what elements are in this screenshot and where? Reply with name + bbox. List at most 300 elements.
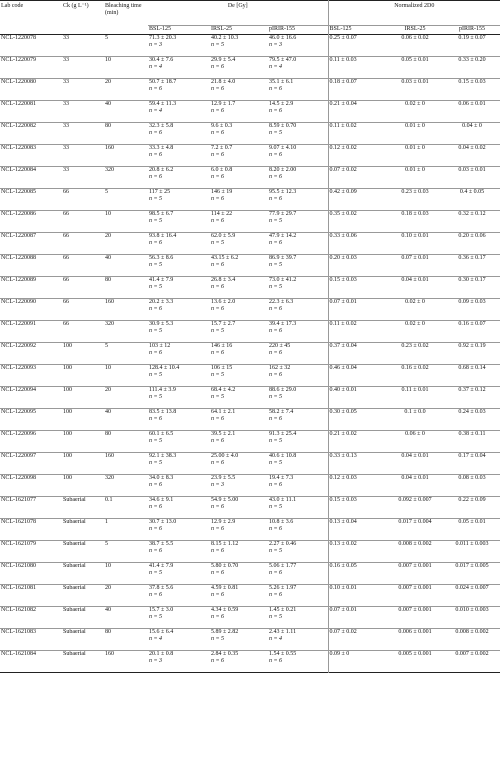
aliquot-count: n = 6 bbox=[211, 86, 225, 92]
de-value: 5.80 ± 0.70 bbox=[211, 563, 239, 569]
aliquot-count: n = 6 bbox=[269, 416, 283, 422]
de-value: 5.06 ± 1.77 bbox=[269, 563, 297, 569]
aliquot-count: n = 5 bbox=[269, 262, 283, 268]
table-row bbox=[0, 497, 500, 519]
de-bsl-cell bbox=[148, 277, 210, 299]
aliquot-count: n = 6 bbox=[269, 592, 283, 598]
header-ck: Ck (g L⁻¹) bbox=[63, 3, 89, 9]
ck-cell: 33 bbox=[63, 57, 69, 63]
norm-pirir-cell: 0.05 ± 0.01 bbox=[458, 519, 486, 525]
de-bsl-cell bbox=[148, 431, 210, 453]
norm-bsl-cell: 0.21 ± 0.04 bbox=[328, 101, 386, 123]
de-value: 40.2 ± 10.3 bbox=[211, 35, 239, 41]
aliquot-count: n = 6 bbox=[269, 196, 283, 202]
de-bsl-cell bbox=[148, 409, 210, 431]
ck-cell: 33 bbox=[63, 123, 69, 129]
norm-irsl-cell: 0.01 ± 0 bbox=[405, 167, 425, 173]
aliquot-count: n = 5 bbox=[269, 460, 283, 466]
ck-cell: 33 bbox=[63, 35, 69, 41]
table-row bbox=[0, 299, 500, 321]
norm-irsl-cell: 0.07 ± 0.01 bbox=[401, 255, 429, 261]
norm-pirir-cell: 0.16 ± 0.07 bbox=[458, 321, 486, 327]
de-value: 95.5 ± 12.3 bbox=[269, 189, 297, 195]
bleaching-time-cell: 320 bbox=[105, 321, 114, 327]
de-irsl-cell bbox=[210, 101, 268, 123]
de-irsl-cell bbox=[210, 365, 268, 387]
de-value: 12.9 ± 2.9 bbox=[211, 519, 236, 525]
aliquot-count: n = 6 bbox=[149, 482, 163, 488]
aliquot-count: n = 5 bbox=[149, 570, 163, 576]
de-pirir-cell bbox=[268, 453, 328, 475]
de-bsl-cell bbox=[148, 123, 210, 145]
table-row bbox=[0, 607, 500, 629]
header-norm-pirir: pIRIR-155 bbox=[459, 26, 486, 32]
de-pirir-cell bbox=[268, 145, 328, 167]
de-value: 88.6 ± 29.0 bbox=[269, 387, 297, 393]
de-pirir-cell bbox=[268, 35, 328, 57]
norm-irsl-cell: 0.01 ± 0 bbox=[405, 123, 425, 129]
bleaching-time-cell: 20 bbox=[105, 387, 111, 393]
aliquot-count: n = 6 bbox=[269, 482, 283, 488]
aliquot-count: n = 4 bbox=[149, 64, 163, 70]
aliquot-count: n = 5 bbox=[269, 130, 283, 136]
aliquot-count: n = 6 bbox=[211, 614, 225, 620]
aliquot-count: n = 6 bbox=[149, 548, 163, 554]
bleaching-time-cell: 5 bbox=[105, 189, 108, 195]
norm-irsl-cell: 0.02 ± 0 bbox=[405, 299, 425, 305]
aliquot-count: n = 6 bbox=[211, 438, 225, 444]
table-row bbox=[0, 321, 500, 343]
norm-irsl-cell: 0.005 ± 0.001 bbox=[398, 651, 432, 657]
bleaching-time-cell: 40 bbox=[105, 101, 111, 107]
aliquot-count: n = 6 bbox=[211, 460, 225, 466]
aliquot-count: n = 6 bbox=[149, 592, 163, 598]
table-row bbox=[0, 167, 500, 189]
table-row bbox=[0, 277, 500, 299]
ck-cell: 100 bbox=[63, 365, 72, 371]
de-pirir-cell bbox=[268, 475, 328, 497]
aliquot-count: n = 6 bbox=[211, 592, 225, 598]
lab-code-cell: NCL-1220083 bbox=[1, 145, 36, 151]
de-bsl-cell bbox=[148, 563, 210, 585]
bleaching-time-cell: 160 bbox=[105, 145, 114, 151]
de-value: 73.0 ± 41.2 bbox=[269, 277, 297, 283]
de-irsl-cell bbox=[210, 233, 268, 255]
de-bsl-cell bbox=[148, 145, 210, 167]
ck-cell: 33 bbox=[63, 101, 69, 107]
table-row bbox=[0, 431, 500, 453]
lab-code-cell: NCL-1621082 bbox=[1, 607, 36, 613]
de-value: 59.4 ± 11.3 bbox=[149, 101, 177, 107]
bleaching-time-cell: 10 bbox=[105, 563, 111, 569]
de-value: 2.84 ± 0.35 bbox=[211, 651, 239, 657]
norm-pirir-cell: 0.4 ± 0.05 bbox=[459, 189, 485, 195]
de-value: 15.7 ± 3.0 bbox=[149, 607, 174, 613]
aliquot-count: n = 6 bbox=[211, 262, 225, 268]
norm-bsl-cell: 0.30 ± 0.05 bbox=[328, 409, 386, 431]
de-pirir-cell bbox=[268, 101, 328, 123]
lab-code-cell: NCL-1220085 bbox=[1, 189, 36, 195]
bleaching-time-cell: 160 bbox=[105, 651, 114, 657]
bleaching-time-cell: 320 bbox=[105, 475, 114, 481]
de-irsl-cell bbox=[210, 563, 268, 585]
norm-bsl-cell: 0.12 ± 0.03 bbox=[328, 475, 386, 497]
norm-irsl-cell: 0.10 ± 0.01 bbox=[401, 233, 429, 239]
ck-cell: 66 bbox=[63, 189, 69, 195]
aliquot-count: n = 6 bbox=[211, 526, 225, 532]
norm-pirir-cell: 0.32 ± 0.12 bbox=[458, 211, 486, 217]
aliquot-count: n = 5 bbox=[269, 218, 283, 224]
aliquot-count: n = 6 bbox=[211, 306, 225, 312]
aliquot-count: n = 6 bbox=[149, 350, 163, 356]
lab-code-cell: NCL-1220081 bbox=[1, 101, 36, 107]
de-value: 60.1 ± 6.5 bbox=[149, 431, 174, 437]
de-value: 1.45 ± 0.21 bbox=[269, 607, 297, 613]
header-de-group: De [Gy] bbox=[148, 1, 328, 26]
aliquot-count: n = 6 bbox=[269, 240, 283, 246]
aliquot-count: n = 5 bbox=[149, 262, 163, 268]
de-value: 5.26 ± 1.97 bbox=[269, 585, 297, 591]
aliquot-count: n = 6 bbox=[211, 548, 225, 554]
aliquot-count: n = 5 bbox=[211, 372, 225, 378]
de-value: 8.20 ± 2.00 bbox=[269, 167, 297, 173]
bleaching-time-cell: 40 bbox=[105, 607, 111, 613]
ck-cell: 100 bbox=[63, 431, 72, 437]
bleaching-time-cell: 5 bbox=[105, 541, 108, 547]
table-row bbox=[0, 651, 500, 673]
bleaching-time-cell: 40 bbox=[105, 255, 111, 261]
table-row bbox=[0, 101, 500, 123]
norm-irsl-cell: 0.007 ± 0.001 bbox=[398, 585, 432, 591]
norm-irsl-cell: 0.007 ± 0.001 bbox=[398, 563, 432, 569]
de-value: 12.9 ± 1.7 bbox=[211, 101, 236, 107]
de-irsl-cell bbox=[210, 497, 268, 519]
norm-irsl-cell: 0.006 ± 0.001 bbox=[398, 629, 432, 635]
header-normalized-group: Normalized 2D0 bbox=[328, 1, 500, 26]
de-value: 43.15 ± 6.2 bbox=[211, 255, 239, 261]
de-value: 35.1 ± 6.1 bbox=[269, 79, 294, 85]
aliquot-count: n = 5 bbox=[211, 42, 225, 48]
norm-bsl-cell: 0.11 ± 0.02 bbox=[328, 123, 386, 145]
ck-cell: 66 bbox=[63, 277, 69, 283]
de-irsl-cell bbox=[210, 167, 268, 189]
norm-pirir-cell: 0.04 ± 0 bbox=[462, 123, 482, 129]
de-value: 7.2 ± 0.7 bbox=[211, 145, 233, 151]
aliquot-count: n = 6 bbox=[149, 152, 163, 158]
de-pirir-cell bbox=[268, 277, 328, 299]
lab-code-cell: NCL-1621081 bbox=[1, 585, 36, 591]
aliquot-count: n = 3 bbox=[149, 42, 163, 48]
norm-pirir-cell: 0.011 ± 0.003 bbox=[455, 541, 489, 547]
aliquot-count: n = 6 bbox=[269, 174, 283, 180]
de-value: 114 ± 22 bbox=[211, 211, 233, 217]
norm-pirir-cell: 0.37 ± 0.12 bbox=[458, 387, 486, 393]
header-de-irsl: IRSL-25 bbox=[211, 26, 232, 32]
norm-bsl-cell: 0.33 ± 0.06 bbox=[328, 233, 386, 255]
aliquot-count: n = 5 bbox=[149, 614, 163, 620]
norm-bsl-cell: 0.42 ± 0.09 bbox=[328, 189, 386, 211]
de-value: 92.1 ± 38.3 bbox=[149, 453, 177, 459]
norm-pirir-cell: 0.38 ± 0.11 bbox=[458, 431, 486, 437]
norm-bsl-cell: 0.37 ± 0.04 bbox=[328, 343, 386, 365]
norm-pirir-cell: 0.06 ± 0.01 bbox=[458, 101, 486, 107]
de-irsl-cell bbox=[210, 123, 268, 145]
aliquot-count: n = 5 bbox=[211, 240, 225, 246]
de-value: 25.00 ± 4.0 bbox=[211, 453, 239, 459]
aliquot-count: n = 6 bbox=[269, 526, 283, 532]
aliquot-count: n = 5 bbox=[149, 372, 163, 378]
norm-irsl-cell: 0.04 ± 0.01 bbox=[401, 475, 429, 481]
de-pirir-cell bbox=[268, 321, 328, 343]
table-row bbox=[0, 233, 500, 255]
ck-cell: 100 bbox=[63, 387, 72, 393]
norm-bsl-cell: 0.15 ± 0.03 bbox=[328, 497, 386, 519]
aliquot-count: n = 6 bbox=[149, 306, 163, 312]
de-irsl-cell bbox=[210, 519, 268, 541]
aliquot-count: n = 4 bbox=[269, 64, 283, 70]
norm-bsl-cell: 0.07 ± 0.02 bbox=[328, 629, 386, 651]
lab-code-cell: NCL-1220095 bbox=[1, 409, 36, 415]
lab-code-cell: NCL-1220087 bbox=[1, 233, 36, 239]
de-value: 20.1 ± 0.8 bbox=[149, 651, 174, 657]
de-value: 41.4 ± 7.9 bbox=[149, 563, 174, 569]
de-pirir-cell bbox=[268, 123, 328, 145]
de-value: 20.8 ± 6.2 bbox=[149, 167, 174, 173]
aliquot-count: n = 3 bbox=[269, 42, 283, 48]
de-bsl-cell bbox=[148, 321, 210, 343]
aliquot-count: n = 6 bbox=[149, 416, 163, 422]
de-value: 56.3 ± 8.6 bbox=[149, 255, 174, 261]
aliquot-count: n = 5 bbox=[149, 394, 163, 400]
de-irsl-cell bbox=[210, 57, 268, 79]
de-irsl-cell bbox=[210, 145, 268, 167]
aliquot-count: n = 5 bbox=[269, 504, 283, 510]
ck-cell: 66 bbox=[63, 255, 69, 261]
ck-cell: Subaerial bbox=[63, 585, 86, 591]
de-irsl-cell bbox=[210, 431, 268, 453]
lab-code-cell: NCL-1220094 bbox=[1, 387, 36, 393]
de-bsl-cell bbox=[148, 79, 210, 101]
norm-bsl-cell: 0.21 ± 0.02 bbox=[328, 431, 386, 453]
aliquot-count: n = 5 bbox=[269, 284, 283, 290]
lab-code-cell: NCL-1621080 bbox=[1, 563, 36, 569]
lab-code-cell: NCL-1220082 bbox=[1, 123, 36, 129]
norm-pirir-cell: 0.15 ± 0.03 bbox=[458, 79, 486, 85]
de-value: 39.5 ± 2.1 bbox=[211, 431, 236, 437]
header-norm-bsl: BSL-125 bbox=[328, 26, 386, 35]
header-de-pirir: pIRIR-155 bbox=[269, 26, 295, 32]
aliquot-count: n = 6 bbox=[149, 130, 163, 136]
table-row bbox=[0, 563, 500, 585]
table-row bbox=[0, 365, 500, 387]
de-pirir-cell bbox=[268, 519, 328, 541]
norm-bsl-cell: 0.13 ± 0.02 bbox=[328, 541, 386, 563]
de-bsl-cell bbox=[148, 585, 210, 607]
norm-irsl-cell: 0.11 ± 0.01 bbox=[401, 387, 429, 393]
de-irsl-cell bbox=[210, 189, 268, 211]
lab-code-cell: NCL-1621084 bbox=[1, 651, 36, 657]
lab-code-cell: NCL-1220079 bbox=[1, 57, 36, 63]
de-pirir-cell bbox=[268, 409, 328, 431]
de-value: 64.1 ± 2.1 bbox=[211, 409, 236, 415]
aliquot-count: n = 6 bbox=[269, 570, 283, 576]
norm-bsl-cell: 0.09 ± 0 bbox=[328, 651, 386, 673]
norm-bsl-cell: 0.20 ± 0.03 bbox=[328, 255, 386, 277]
de-value: 15.6 ± 6.4 bbox=[149, 629, 174, 635]
de-value: 54.9 ± 5.00 bbox=[211, 497, 239, 503]
bleaching-time-cell: 80 bbox=[105, 431, 111, 437]
de-value: 50.7 ± 18.7 bbox=[149, 79, 177, 85]
de-value: 30.7 ± 13.0 bbox=[149, 519, 177, 525]
ck-cell: Subaerial bbox=[63, 497, 86, 503]
de-value: 33.3 ± 4.8 bbox=[149, 145, 174, 151]
norm-pirir-cell: 0.09 ± 0.03 bbox=[458, 299, 486, 305]
de-value: 93.8 ± 16.4 bbox=[149, 233, 177, 239]
norm-pirir-cell: 0.007 ± 0.002 bbox=[455, 651, 489, 657]
de-irsl-cell bbox=[210, 387, 268, 409]
aliquot-count: n = 6 bbox=[269, 152, 283, 158]
de-value: 91.3 ± 25.4 bbox=[269, 431, 297, 437]
de-value: 23.9 ± 5.5 bbox=[211, 475, 236, 481]
de-irsl-cell bbox=[210, 453, 268, 475]
header-spacer bbox=[62, 26, 104, 35]
aliquot-count: n = 4 bbox=[149, 636, 163, 642]
table-row bbox=[0, 519, 500, 541]
de-irsl-cell bbox=[210, 299, 268, 321]
lab-code-cell: NCL-1220089 bbox=[1, 277, 36, 283]
norm-bsl-cell: 0.07 ± 0.01 bbox=[328, 299, 386, 321]
norm-pirir-cell: 0.08 ± 0.03 bbox=[458, 475, 486, 481]
aliquot-count: n = 6 bbox=[269, 372, 283, 378]
aliquot-count: n = 6 bbox=[269, 306, 283, 312]
aliquot-count: n = 6 bbox=[269, 86, 283, 92]
lab-code-cell: NCL-1220091 bbox=[1, 321, 36, 327]
aliquot-count: n = 5 bbox=[269, 438, 283, 444]
de-value: 9.6 ± 0.3 bbox=[211, 123, 233, 129]
aliquot-count: n = 6 bbox=[149, 174, 163, 180]
de-bsl-cell bbox=[148, 475, 210, 497]
norm-irsl-cell: 0.04 ± 0.01 bbox=[401, 453, 429, 459]
de-value: 83.5 ± 13.8 bbox=[149, 409, 177, 415]
lab-code-cell: NCL-1220090 bbox=[1, 299, 36, 305]
bleaching-time-cell: 160 bbox=[105, 453, 114, 459]
de-value: 103 ± 12 bbox=[149, 343, 171, 349]
norm-pirir-cell: 0.36 ± 0.17 bbox=[458, 255, 486, 261]
norm-irsl-cell: 0.04 ± 0.01 bbox=[401, 277, 429, 283]
de-value: 2.27 ± 0.46 bbox=[269, 541, 297, 547]
norm-irsl-cell: 0.1 ± 0.0 bbox=[404, 409, 426, 415]
aliquot-count: n = 5 bbox=[211, 328, 225, 334]
de-value: 37.8 ± 5.6 bbox=[149, 585, 174, 591]
norm-pirir-cell: 0.19 ± 0.07 bbox=[458, 35, 486, 41]
table-row bbox=[0, 211, 500, 233]
de-pirir-cell bbox=[268, 233, 328, 255]
norm-irsl-cell: 0.23 ± 0.03 bbox=[401, 189, 429, 195]
de-pirir-cell bbox=[268, 607, 328, 629]
table-row bbox=[0, 123, 500, 145]
aliquot-count: n = 6 bbox=[211, 504, 225, 510]
aliquot-count: n = 5 bbox=[149, 196, 163, 202]
aliquot-count: n = 6 bbox=[211, 130, 225, 136]
ck-cell: 100 bbox=[63, 453, 72, 459]
de-value: 8.59 ± 0.70 bbox=[269, 123, 297, 129]
aliquot-count: n = 6 bbox=[211, 658, 225, 664]
de-value: 39.4 ± 17.3 bbox=[269, 321, 297, 327]
bleaching-time-cell: 320 bbox=[105, 167, 114, 173]
de-irsl-cell bbox=[210, 79, 268, 101]
norm-bsl-cell: 0.13 ± 0.04 bbox=[328, 519, 386, 541]
de-value: 146 ± 19 bbox=[211, 189, 233, 195]
de-value: 111.4 ± 3.9 bbox=[149, 387, 176, 393]
norm-bsl-cell: 0.25 ± 0.07 bbox=[328, 35, 386, 57]
aliquot-count: n = 4 bbox=[149, 108, 163, 114]
de-value: 4.34 ± 0.59 bbox=[211, 607, 239, 613]
de-bsl-cell bbox=[148, 211, 210, 233]
bleaching-time-cell: 5 bbox=[105, 35, 108, 41]
header-spacer bbox=[104, 26, 148, 35]
lab-code-cell: NCL-1220088 bbox=[1, 255, 36, 261]
de-value: 32.3 ± 5.8 bbox=[149, 123, 174, 129]
lab-code-cell: NCL-1220098 bbox=[1, 475, 36, 481]
bleaching-time-cell: 160 bbox=[105, 299, 114, 305]
de-pirir-cell bbox=[268, 167, 328, 189]
de-value: 14.5 ± 2.9 bbox=[269, 101, 294, 107]
de-pirir-cell bbox=[268, 299, 328, 321]
de-pirir-cell bbox=[268, 563, 328, 585]
de-irsl-cell bbox=[210, 409, 268, 431]
norm-bsl-cell: 0.35 ± 0.02 bbox=[328, 211, 386, 233]
header-bleaching-time: Bleaching time (min) bbox=[105, 3, 142, 16]
ck-cell: Subaerial bbox=[63, 607, 86, 613]
ck-cell: Subaerial bbox=[63, 563, 86, 569]
de-bsl-cell bbox=[148, 519, 210, 541]
table-row bbox=[0, 629, 500, 651]
lab-code-cell: NCL-1220084 bbox=[1, 167, 36, 173]
ck-cell: 66 bbox=[63, 299, 69, 305]
norm-bsl-cell: 0.10 ± 0.01 bbox=[328, 585, 386, 607]
aliquot-count: n = 5 bbox=[269, 394, 283, 400]
table-row bbox=[0, 453, 500, 475]
table-row bbox=[0, 35, 500, 57]
ck-cell: 66 bbox=[63, 321, 69, 327]
ck-cell: 33 bbox=[63, 167, 69, 173]
aliquot-count: n = 5 bbox=[149, 460, 163, 466]
aliquot-count: n = 6 bbox=[211, 570, 225, 576]
norm-irsl-cell: 0.06 ± 0 bbox=[405, 431, 425, 437]
norm-bsl-cell: 0.07 ± 0.01 bbox=[328, 607, 386, 629]
table-row bbox=[0, 79, 500, 101]
de-pirir-cell bbox=[268, 211, 328, 233]
aliquot-count: n = 5 bbox=[211, 394, 225, 400]
de-bsl-cell bbox=[148, 255, 210, 277]
ck-cell: 100 bbox=[63, 475, 72, 481]
de-value: 220 ± 45 bbox=[269, 343, 291, 349]
bleaching-time-cell: 20 bbox=[105, 233, 111, 239]
de-bsl-cell bbox=[148, 651, 210, 673]
de-value: 117 ± 25 bbox=[149, 189, 171, 195]
ck-cell: Subaerial bbox=[63, 519, 86, 525]
de-value: 41.4 ± 7.9 bbox=[149, 277, 174, 283]
bleaching-time-cell: 80 bbox=[105, 123, 111, 129]
de-value: 47.9 ± 14.2 bbox=[269, 233, 297, 239]
de-irsl-cell bbox=[210, 255, 268, 277]
norm-irsl-cell: 0.008 ± 0.002 bbox=[398, 541, 432, 547]
norm-pirir-cell: 0.30 ± 0.17 bbox=[458, 277, 486, 283]
de-bsl-cell bbox=[148, 233, 210, 255]
de-value: 15.7 ± 2.7 bbox=[211, 321, 236, 327]
de-value: 10.8 ± 3.6 bbox=[269, 519, 294, 525]
norm-pirir-cell: 0.22 ± 0.09 bbox=[458, 497, 486, 503]
